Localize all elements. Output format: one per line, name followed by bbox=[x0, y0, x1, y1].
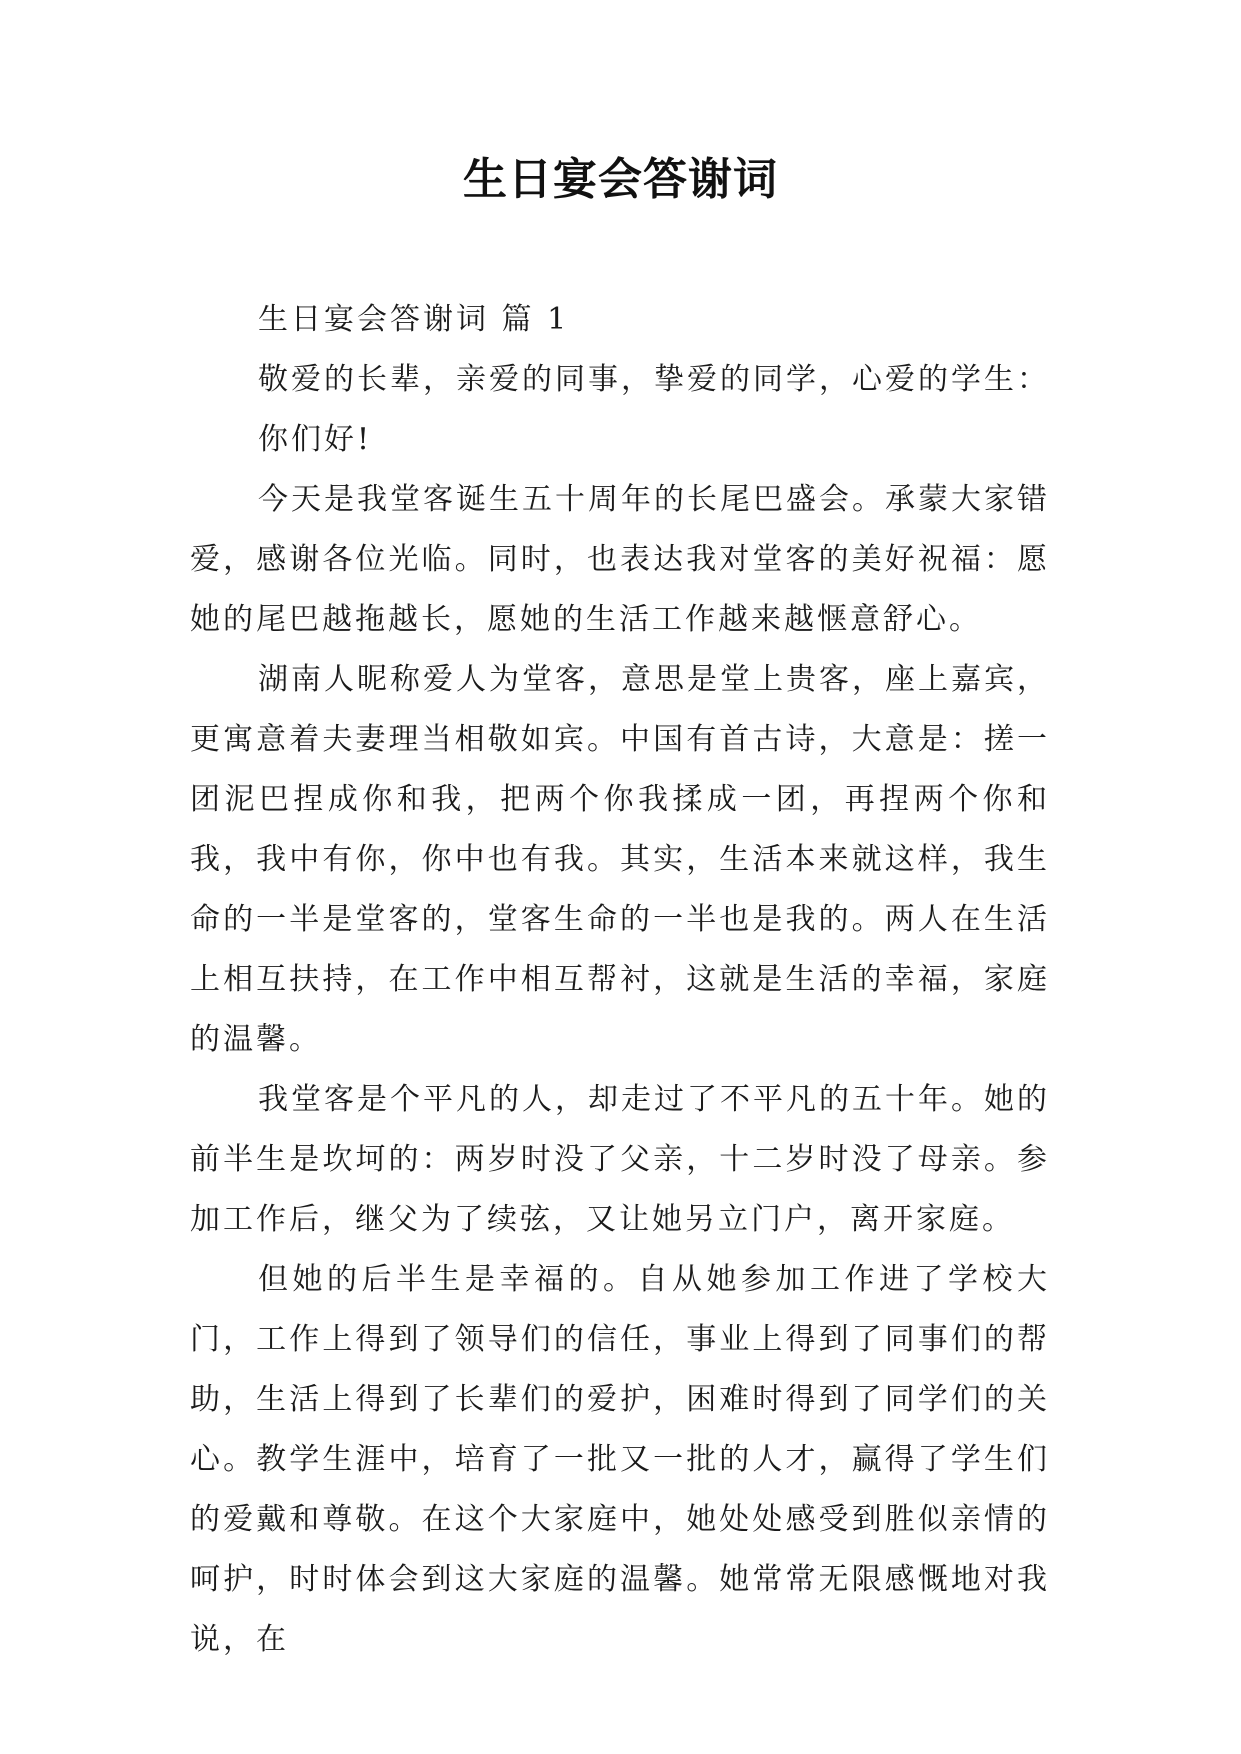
body-paragraph: 湖南人昵称爱人为堂客，意思是堂上贵客，座上嘉宾，更寓意着夫妻理当相敬如宾。中国有首古诗，大意是：搓一团泥巴捏成你和我，把两个你我揉成一团，再捏两个你和我，我中有你，你中也有我。其实，生活本来就这样，我生命的一半是堂客的，堂客生命的一半也是我的。两人在生活上相互扶持，在工作中相互帮衬，这就是生活的幸福，家庭的温馨。 bbox=[190, 662, 1050, 1057]
document-body bbox=[190, 290, 1050, 1670]
body-paragraph: 但她的后半生是幸福的。自从她参加工作进了学校大门，工作上得到了领导们的信任，事业上得到了同事们的帮助，生活上得到了长辈们的爱护，困难时得到了同学们的关心。教学生涯中，培育了一批又一批的人才，赢得了学生们的爱戴和尊敬。在这个大家庭中，她处处感受到胜似亲情的呵护，时时体会到这大家庭的温馨。她常常无限感慨地对我说，在 bbox=[190, 1262, 1050, 1657]
body-paragraph: 今天是我堂客诞生五十周年的长尾巴盛会。承蒙大家错爱，感谢各位光临。同时，也表达我对堂客的美好祝福：愿她的尾巴越拖越长，愿她的生活工作越来越惬意舒心。 bbox=[190, 482, 1050, 637]
greeting-paragraph: 你们好! bbox=[258, 422, 373, 457]
body-paragraph: 我堂客是个平凡的人，却走过了不平凡的五十年。她的前半生是坎坷的：两岁时没了父亲，十二岁时没了母亲。参加工作后，继父为了续弦，又让她另立门户，离开家庭。 bbox=[190, 1082, 1050, 1237]
document-title: 生日宴会答谢词 bbox=[463, 154, 778, 205]
salutation-paragraph: 敬爱的长辈，亲爱的同事，挚爱的同学，心爱的学生： bbox=[258, 362, 1050, 397]
section-heading: 生日宴会答谢词 篇 1 bbox=[258, 302, 570, 337]
